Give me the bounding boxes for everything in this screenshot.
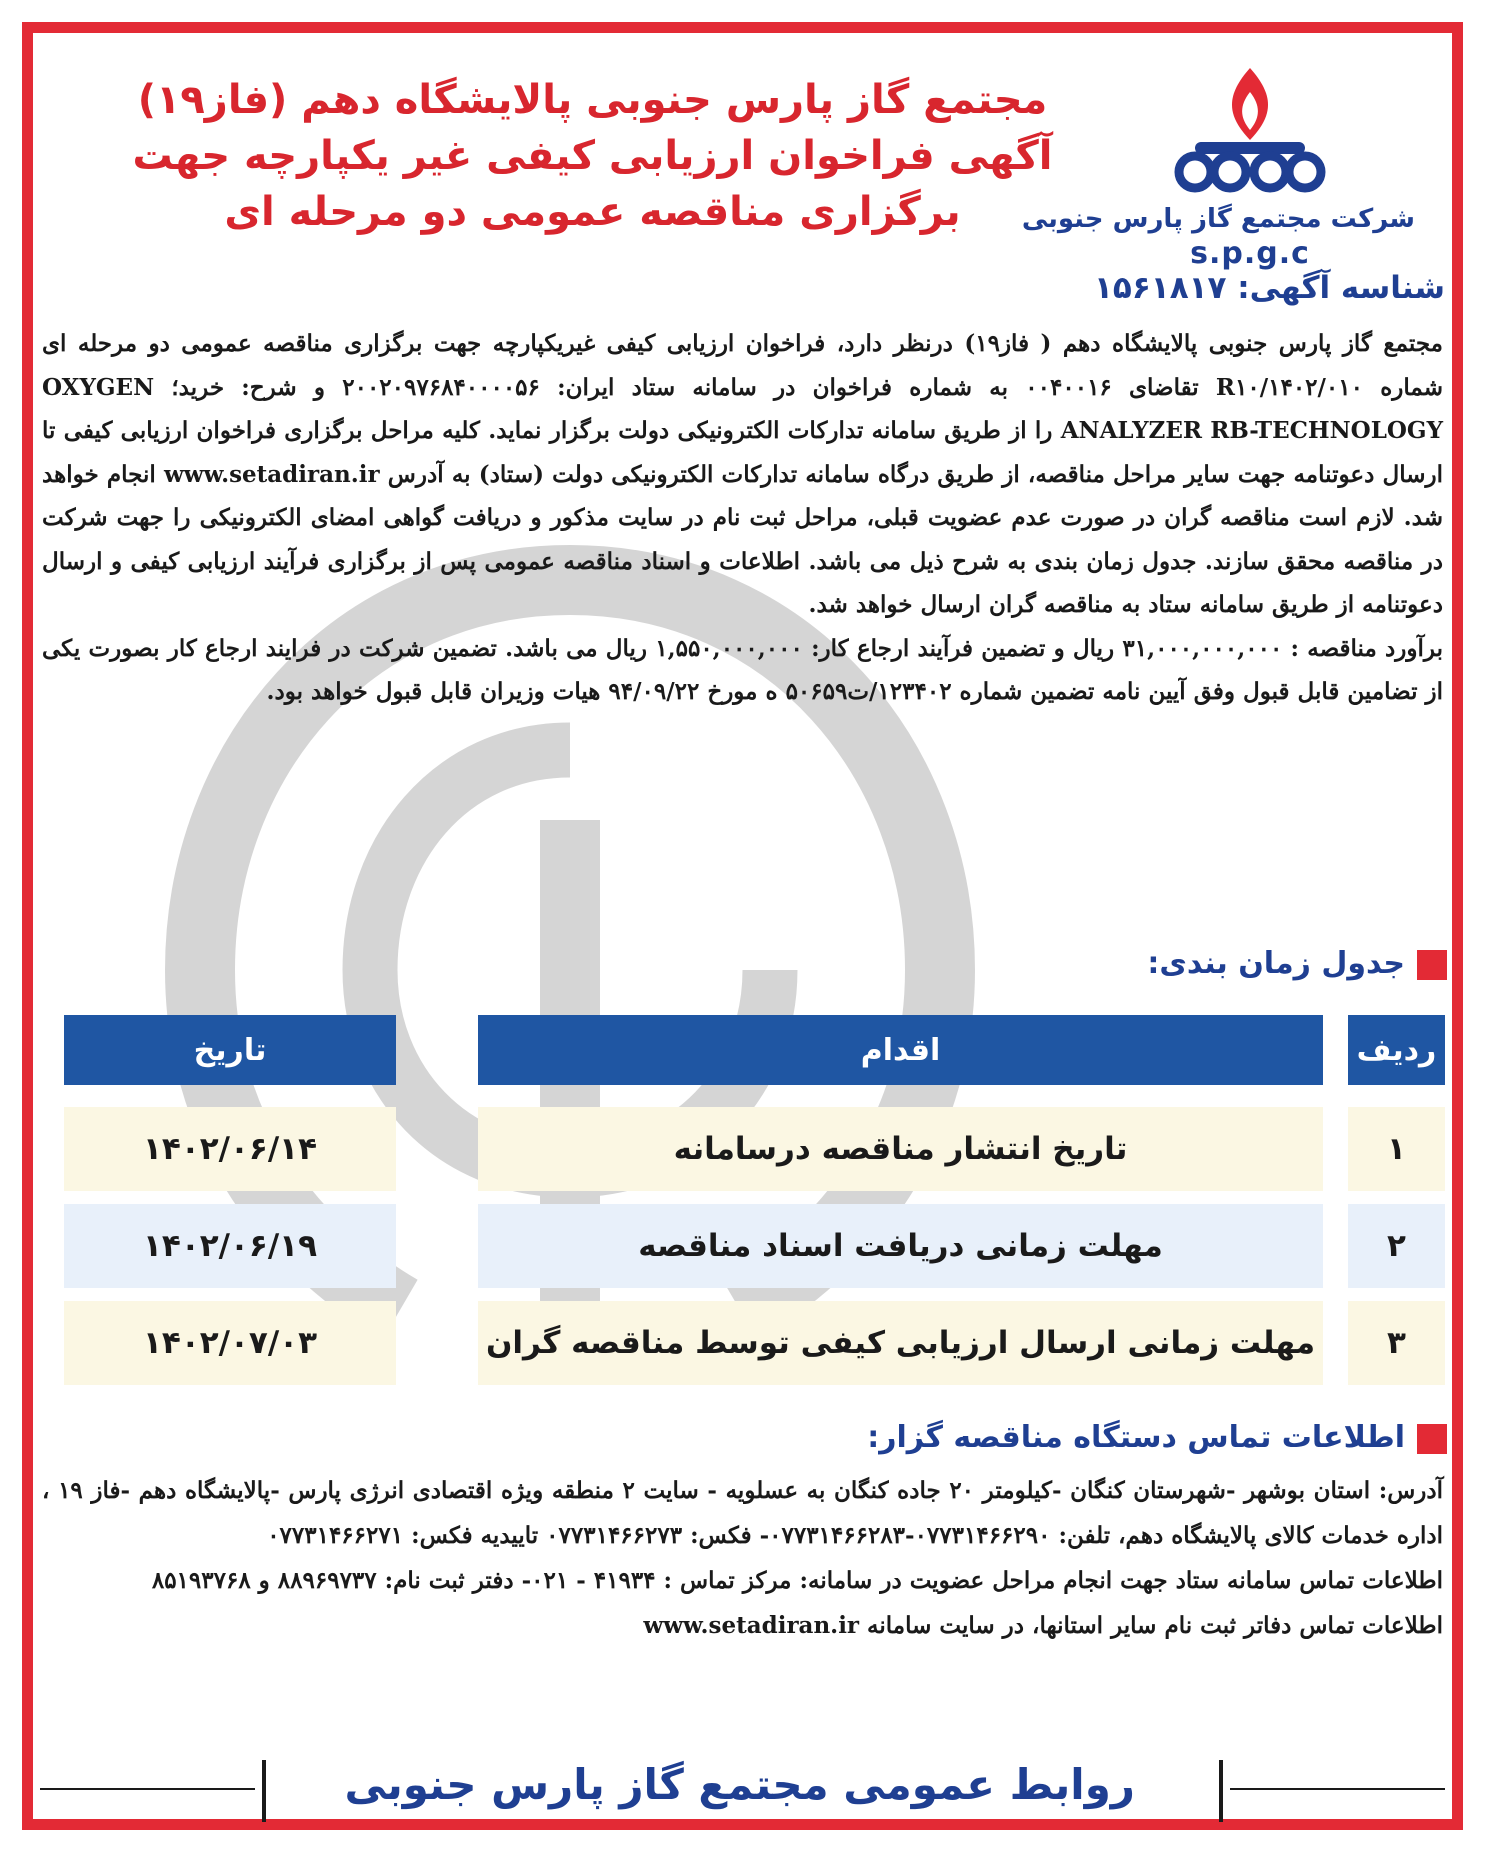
header-action: اقدام — [478, 1015, 1323, 1085]
body-paragraph: مجتمع گاز پارس جنوبی پالایشگاه دهم ( فاز۱۹) درنظر دارد، فراخوان ارزیابی کیفی غیریکپارچه جهت برگزاری مناقصه عمومی دو مرحله ای شماره R۱۰/۱۴۰۲/۰۱۰ تقاضای ۰۰۴۰۰۱۶ به شماره فراخوان در سامانه ستاد ایران: ۲۰۰۲۰۹۷۶۸۴۰۰۰۰۵۶ و شرح: خرید؛ OXYGEN ANALYZER RB-TECHNOLOGY را از طریق سامانه تدارکات الکترونیکی دولت برگزار نماید. کلیه مراحل برگزاری فراخوان ارزیابی کیفی تا ارسال دعوتنامه جهت سایر مراحل مناقصه، از طریق درگاه سامانه تدارکات الکترونیکی دولت (ستاد) به آدرس www.setadiran.ir انجام خواهد شد. لازم است مناقصه گران در صورت عدم عضویت قبلی، مراحل ثبت نام در سایت مذکور و دریافت گواهی امضای الکترونیکی را جهت شرکت در مناقصه محقق سازند. جدول زمان بندی به شرح ذیل می باشد. اطلاعات و اسناد مناقصه عمومی پس از برگزاری فرآیند ارزیابی کیفی و ارسال دعوتنامه از طریق سامانه ستاد به مناقصه گران ارسال خواهد شد. — [42, 330, 1443, 618]
row-date: ۱۴۰۲/۰۶/۱۴ — [64, 1107, 396, 1191]
table-header-row — [64, 1015, 1445, 1085]
header-index: ردیف — [1348, 1015, 1445, 1085]
flame-logo-icon — [1165, 62, 1335, 202]
footer — [0, 1760, 1485, 1820]
red-square-icon — [1417, 1424, 1447, 1454]
footer-rule — [40, 1788, 255, 1790]
row-action: مهلت زمانی ارسال ارزیابی کیفی توسط مناقصه گران — [478, 1301, 1323, 1385]
schedule-heading-text: جدول زمان بندی: — [1147, 946, 1405, 981]
footer-divider — [1219, 1760, 1223, 1822]
footer-signature: روابط عمومی مجتمع گاز پارس جنوبی — [344, 1760, 1135, 1809]
schedule-table — [64, 1015, 1445, 1398]
row-date: ۱۴۰۲/۰۷/۰۳ — [64, 1301, 396, 1385]
table-row — [64, 1301, 1445, 1385]
logo-company-name: شرکت مجتمع گاز پارس جنوبی — [1021, 204, 1415, 234]
row-action: تاریخ انتشار مناقصه درسامانه — [478, 1107, 1323, 1191]
footer-rule — [1230, 1788, 1445, 1790]
table-row — [64, 1204, 1445, 1288]
body-paragraph: برآورد مناقصه : ۳۱,۰۰۰,۰۰۰,۰۰۰ ریال و تضمین فرآیند ارجاع کار: ۱,۵۵۰,۰۰۰,۰۰۰ ریال می باشد. تضمین شرکت در فرایند ارجاع کار بصورت یکی از تضامین قابل قبول وفق آیین نامه تضمین شماره ۱۲۳۴۰۲/ت۵۰۶۵۹ ه مورخ ۹۴/۰۹/۲۲ هیات وزیران قابل قبول خواهد بود. — [42, 634, 1443, 705]
contact-heading — [867, 1420, 1447, 1455]
row-action: مهلت زمانی دریافت اسناد مناقصه — [478, 1204, 1323, 1288]
row-index: ۱ — [1348, 1107, 1445, 1191]
contact-offices: اطلاعات تماس دفاتر ثبت نام سایر استانها، در سایت سامانه www.setadiran.ir — [643, 1612, 1443, 1639]
red-square-icon — [1417, 950, 1447, 980]
row-index: ۳ — [1348, 1301, 1445, 1385]
contact-address: آدرس: استان بوشهر -شهرستان کنگان -کیلومتر ۲۰ جاده کنگان به عسلویه - سایت ۲ منطقه ویژه اقتصادی انرژی پارس -پالایشگاه دهم -فاز ۱۹ ، اداره خدمات کالای پالایشگاه دهم، تلفن: ۰۷۷۳۱۴۶۶۲۹۰-۰۷۷۳۱۴۶۶۲۸۳- فکس: ۰۷۷۳۱۴۶۶۲۷۳ تاییدیه فکس: ۰۷۷۳۱۴۶۶۲۷۱ — [42, 1477, 1444, 1549]
row-index: ۲ — [1348, 1204, 1445, 1288]
header-date: تاریخ — [64, 1015, 396, 1085]
contact-info — [42, 1468, 1443, 1648]
table-row — [64, 1107, 1445, 1191]
title-line-1: مجتمع گاز پارس جنوبی پالایشگاه دهم (فاز۱۹) — [137, 77, 1048, 123]
title-line-3: برگزاری مناقصه عمومی دو مرحله ای — [224, 189, 961, 235]
logo-abbreviation: s.p.g.c — [1190, 236, 1310, 271]
schedule-heading — [1147, 946, 1447, 981]
contact-setad: اطلاعات تماس سامانه ستاد جهت انجام مراحل عضویت در سامانه: مرکز تماس : ۴۱۹۳۴ - ۰۲۱- دفتر ثبت نام: ۸۸۹۶۹۷۳۷ و ۸۵۱۹۳۷۶۸ — [151, 1567, 1443, 1594]
row-date: ۱۴۰۲/۰۶/۱۹ — [64, 1204, 396, 1288]
footer-divider — [262, 1760, 266, 1822]
notice-id: شناسه آگهی: ۱۵۶۱۸۱۷ — [1094, 270, 1445, 306]
notice-body — [42, 322, 1443, 714]
contact-heading-text: اطلاعات تماس دستگاه مناقصه گزار: — [867, 1420, 1405, 1455]
title-line-2: آگهی فراخوان ارزیابی کیفی غیر یکپارچه جهت — [132, 133, 1053, 179]
notice-title — [90, 72, 1095, 240]
